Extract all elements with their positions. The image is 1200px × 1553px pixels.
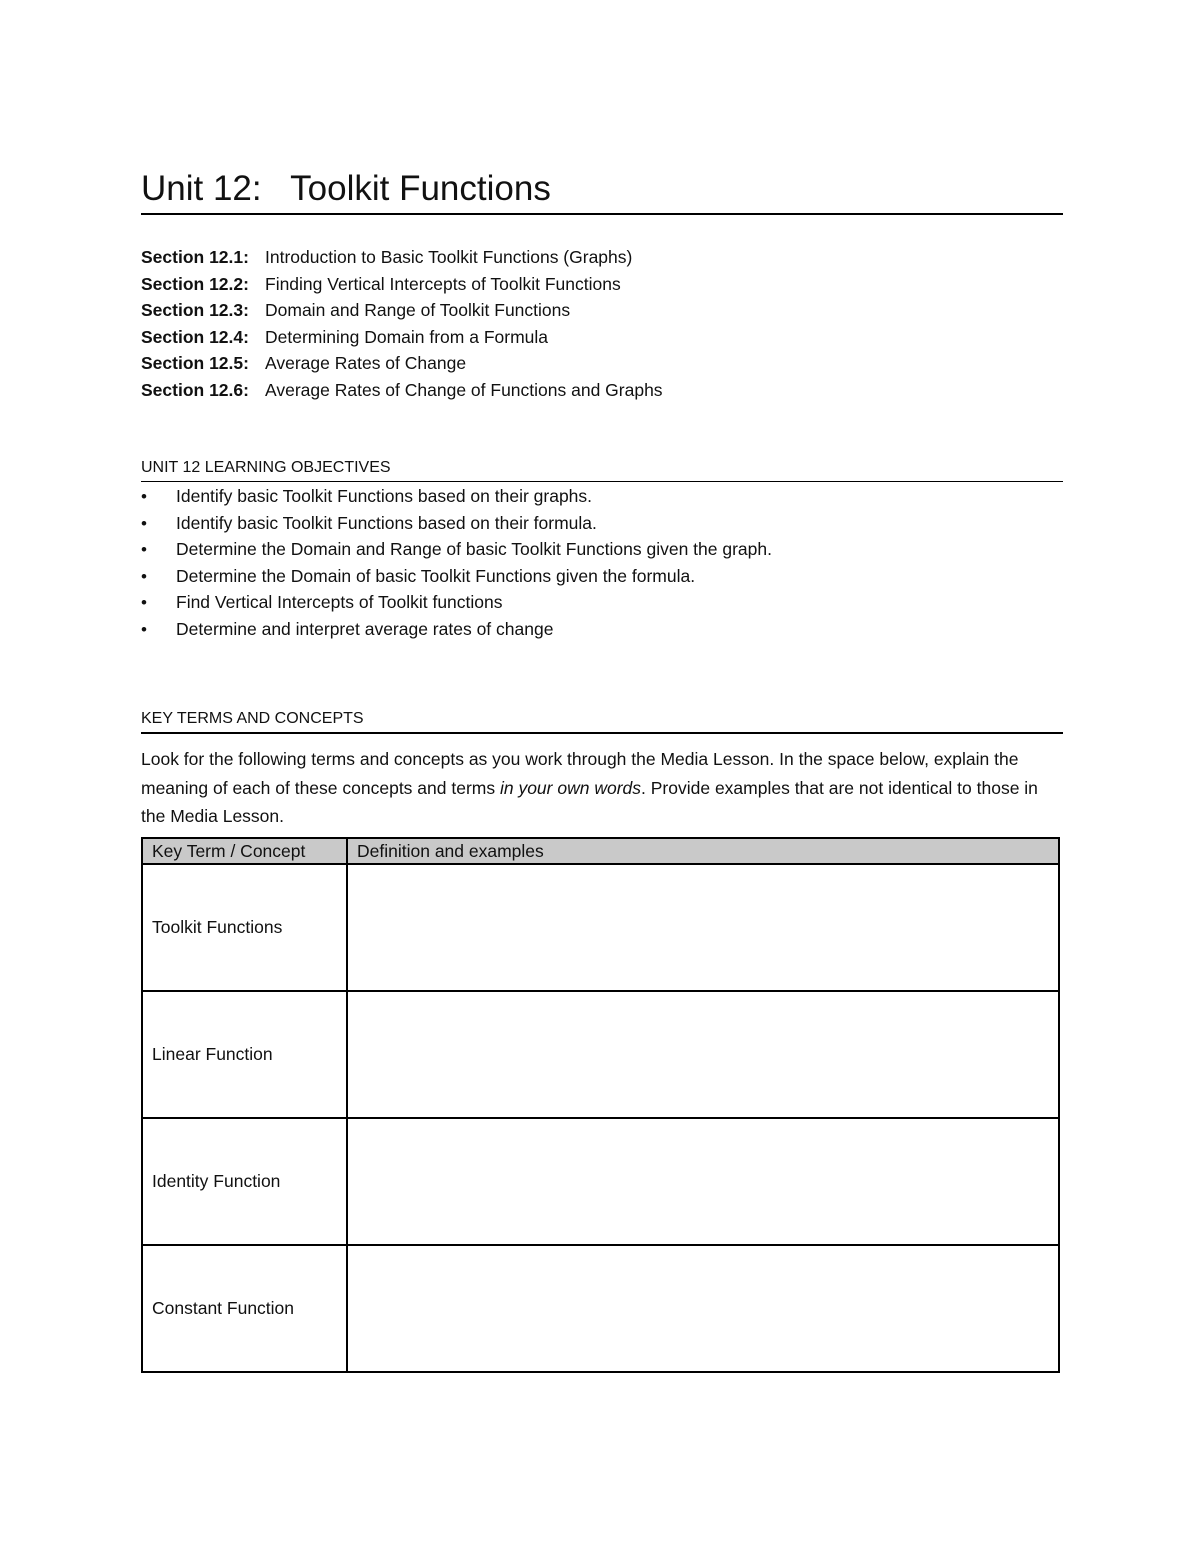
- section-title: Average Rates of Change of Functions and Graphs: [265, 379, 663, 400]
- column-header-definition: Definition and examples: [347, 838, 1059, 864]
- section-title: Introduction to Basic Toolkit Functions (Graphs): [265, 247, 633, 267]
- objectives-heading: UNIT 12 LEARNING OBJECTIVES: [141, 459, 391, 476]
- section-number: Section 12.1:: [141, 247, 249, 267]
- objective-item: [141, 484, 1063, 511]
- section-item: [141, 271, 1063, 298]
- section-number: Section 12.2:: [141, 273, 249, 294]
- bullet-icon: •: [141, 619, 147, 639]
- term-cell: Identity Function: [142, 1118, 347, 1245]
- section-item: [141, 244, 1063, 271]
- section-title: Domain and Range of Toolkit Functions: [265, 300, 571, 321]
- key-terms-intro: [141, 745, 1063, 831]
- section-number: Section 12.6:: [141, 379, 249, 400]
- table-header-row: [142, 838, 1059, 864]
- section-item: [141, 350, 1063, 377]
- objective-text: Determine the Domain of basic Toolkit Functions given the formula.: [176, 565, 696, 586]
- table-row: [142, 1118, 1059, 1245]
- section-title: Determining Domain from a Formula: [265, 326, 549, 347]
- section-item: [141, 297, 1063, 324]
- objective-text: Determine and interpret average rates of change: [176, 618, 554, 639]
- section-item: [141, 377, 1063, 404]
- objective-text: Find Vertical Intercepts of Toolkit functions: [176, 592, 503, 613]
- objective-item: [141, 617, 1063, 644]
- term-cell: Toolkit Functions: [142, 864, 347, 991]
- bullet-icon: •: [141, 593, 147, 613]
- term-cell: Constant Function: [142, 1245, 347, 1372]
- definition-cell[interactable]: [347, 1118, 1059, 1245]
- objective-text: Identify basic Toolkit Functions based on their graphs.: [176, 486, 593, 506]
- section-number: Section 12.4:: [141, 326, 249, 347]
- objective-text: Determine the Domain and Range of basic Toolkit Functions given the graph.: [176, 539, 772, 560]
- definition-cell[interactable]: [347, 864, 1059, 991]
- bullet-icon: •: [141, 513, 147, 533]
- objective-item: [141, 590, 1063, 617]
- bullet-icon: •: [141, 487, 147, 506]
- table-row: [142, 864, 1059, 991]
- objectives-list: [141, 484, 1063, 644]
- key-terms-divider: [141, 732, 1063, 734]
- objective-item: [141, 564, 1063, 591]
- intro-text-end: . Provide examples that are not identical to those in the Media Lesson.: [141, 777, 1038, 826]
- section-item: [141, 324, 1063, 351]
- objective-item: [141, 511, 1063, 538]
- key-terms-table: [141, 837, 1060, 1373]
- intro-emphasis: in your own words: [499, 777, 642, 798]
- definition-cell[interactable]: [347, 991, 1059, 1118]
- bullet-icon: •: [141, 566, 147, 586]
- section-title: Finding Vertical Intercepts of Toolkit Functions: [265, 273, 621, 294]
- objective-text: Identify basic Toolkit Functions based on their formula.: [176, 512, 597, 533]
- page-title: Unit 12: Toolkit Functions: [141, 169, 551, 208]
- section-number: Section 12.5:: [141, 353, 249, 374]
- intro-text: Look for the following terms and concepts as you work through the Media Lesson. In the space below, explain the meaning of each of these concepts and terms: [141, 749, 1019, 798]
- section-title: Average Rates of Change: [265, 353, 467, 374]
- section-list: [141, 244, 1063, 404]
- table-row: [142, 1245, 1059, 1372]
- section-number: Section 12.3:: [141, 300, 249, 321]
- column-header-term: Key Term / Concept: [142, 838, 347, 864]
- objective-item: [141, 537, 1063, 564]
- key-terms-heading: KEY TERMS AND CONCEPTS: [141, 710, 364, 727]
- table-row: [142, 991, 1059, 1118]
- term-cell: Linear Function: [142, 991, 347, 1118]
- title-divider: [141, 213, 1063, 215]
- objectives-divider: [141, 481, 1063, 482]
- definition-cell[interactable]: [347, 1245, 1059, 1372]
- bullet-icon: •: [141, 540, 147, 560]
